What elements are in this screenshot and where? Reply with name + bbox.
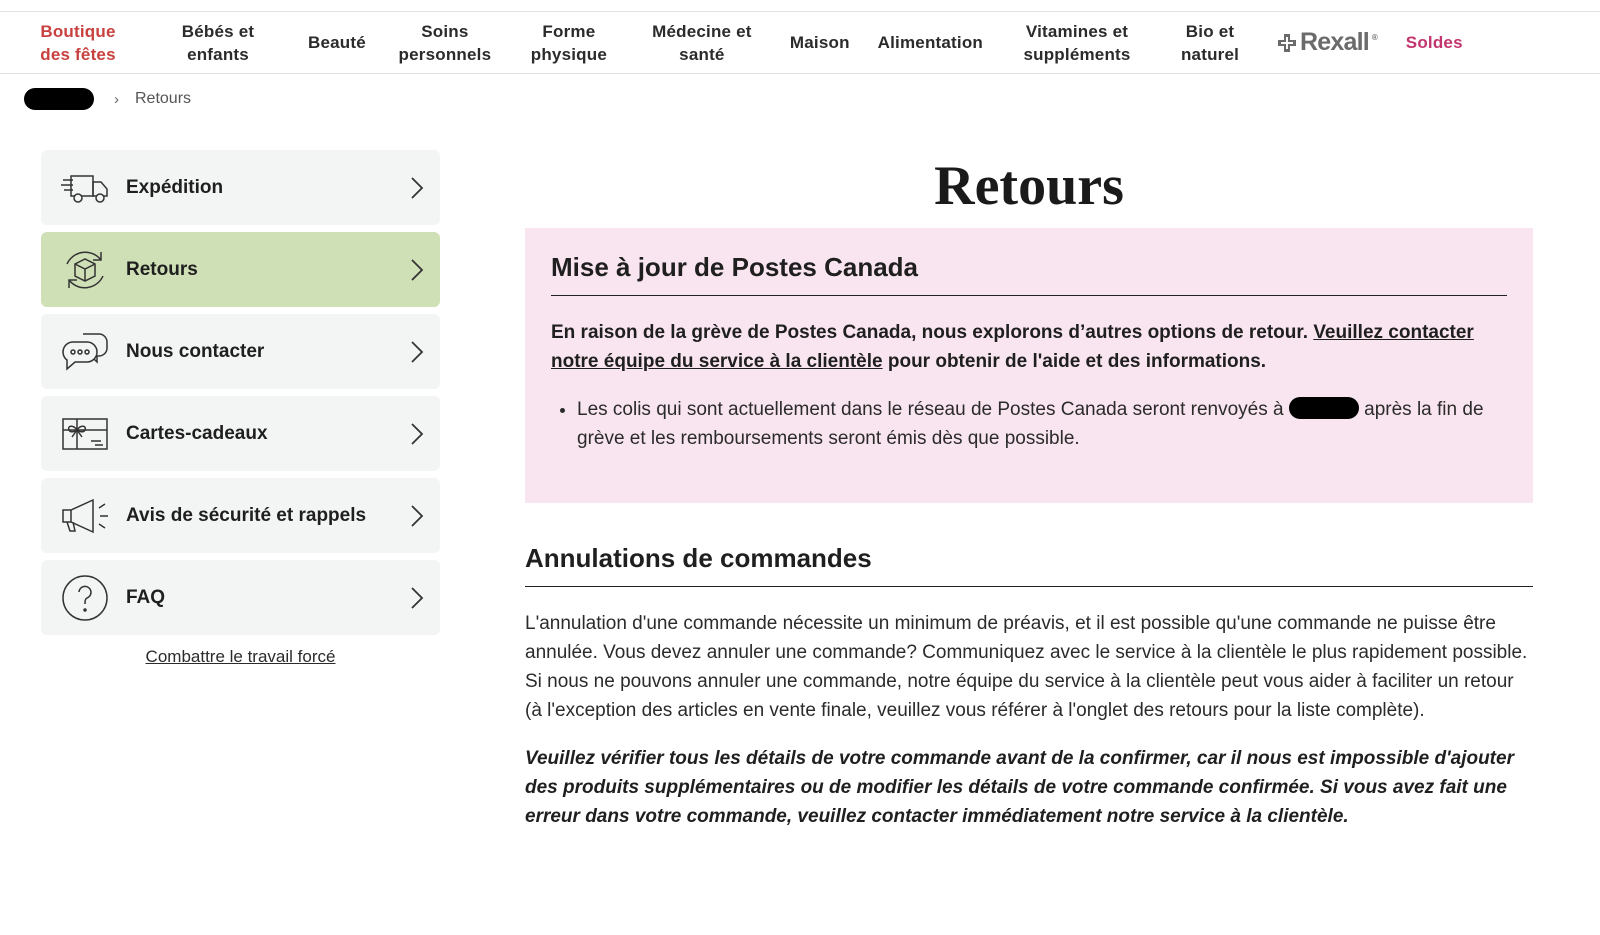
megaphone-icon <box>61 492 109 540</box>
gift-card-icon <box>61 410 109 458</box>
breadcrumb-home-redacted[interactable] <box>24 88 94 110</box>
notice-lead-text: En raison de la grève de Postes Canada, nous explorons d’autres options de retour. <box>551 322 1309 343</box>
cancellations-heading: Annulations de commandes <box>525 543 1533 587</box>
nav-maison[interactable]: Maison <box>789 33 850 52</box>
help-sidebar <box>41 150 440 667</box>
sidebar-item-label: Nous contacter <box>126 340 265 362</box>
chevron-right-icon <box>408 422 426 446</box>
nav-vitamines-et-supplements[interactable]: Vitamines et suppléments <box>1023 21 1131 64</box>
sidebar-item-label: Cartes-cadeaux <box>126 422 268 444</box>
chevron-right-icon <box>408 340 426 364</box>
rexall-trademark: ® <box>1371 33 1378 42</box>
canada-post-notice <box>525 228 1533 503</box>
nav-alimentation[interactable]: Alimentation <box>877 33 984 52</box>
breadcrumb <box>24 88 191 110</box>
nav-beaute[interactable]: Beauté <box>308 33 366 52</box>
bullet-text-before: Les colis qui sont actuellement dans le réseau de Postes Canada seront renvoyés à <box>577 399 1284 420</box>
forced-labour-link[interactable]: Combattre le travail forcé <box>145 647 336 666</box>
rexall-brand-text: Rexall <box>1300 28 1369 56</box>
sidebar-item-nous-contacter[interactable] <box>41 314 440 389</box>
cancellations-warning: Veuillez vérifier tous les détails de votre commande avant de la confirmer, car il nous est impossible d'ajouter des produits supplémentaires ou de modifier les détails de votre commande confirmée. Si vous avez fait une erreur dans votre commande, veuillez contacter immédiatement notre service à la clientèle. <box>525 748 1514 827</box>
sidebar-item-label: Avis de sécurité et rappels <box>126 504 367 526</box>
nav-medecine-et-sante[interactable]: Médecine et santé <box>652 21 752 64</box>
nav-forme-physique[interactable]: Forme physique <box>530 21 607 64</box>
returns-box-icon <box>61 246 109 294</box>
chat-bubbles-icon <box>61 328 109 376</box>
notice-lead <box>551 318 1507 376</box>
chevron-right-icon <box>408 504 426 528</box>
rexall-logo-icon <box>1277 33 1297 53</box>
sidebar-item-label: Retours <box>126 258 198 280</box>
chevron-right-icon <box>408 258 426 282</box>
nav-bio-et-naturel[interactable]: Bio et naturel <box>1180 21 1240 64</box>
contact-customer-service-link[interactable]: Veuillez contacter notre équipe du service à la clientèle <box>551 322 1474 372</box>
sidebar-item-avis-securite-rappels[interactable] <box>41 478 440 553</box>
breadcrumb-separator: › <box>114 90 119 108</box>
sidebar-item-retours[interactable] <box>41 232 440 307</box>
breadcrumb-current: Retours <box>135 90 192 107</box>
cancellations-paragraph: L'annulation d'une commande nécessite un minimum de préavis, et il est possible qu'une commande ne puisse être annulée. Vous devez annuler une commande? Communiquez avec le service à la clientèle le plus rapidement possible. Si nous ne pouvons annuler une commande, notre équipe du service à la clientèle peut vous aider à faciliter un retour (à l'exception des articles en vente finale, veuillez vous référer à l'onglet des retours pour la liste complète). <box>525 613 1528 721</box>
sidebar-item-cartes-cadeaux[interactable] <box>41 396 440 471</box>
sidebar-item-label: Expédition <box>126 176 224 198</box>
nav-boutique-des-fetes[interactable]: Boutique des fêtes <box>40 21 116 64</box>
nav-soins-personnels[interactable]: Soins personnels <box>398 21 492 64</box>
list-item <box>577 395 1507 453</box>
notice-heading: Mise à jour de Postes Canada <box>551 252 1507 296</box>
delivery-truck-icon <box>61 164 109 212</box>
main-content <box>525 150 1533 831</box>
redacted-text <box>1289 397 1359 419</box>
page-title: Retours <box>934 155 1124 217</box>
nav-soldes[interactable]: Soldes <box>1405 33 1463 52</box>
bullet-text-after: après la fin de grève et les remboursements seront émis dès que possible. <box>577 399 1484 449</box>
sidebar-item-expedition[interactable] <box>41 150 440 225</box>
sidebar-item-label: FAQ <box>126 586 166 608</box>
question-icon <box>61 574 109 622</box>
chevron-right-icon <box>408 176 426 200</box>
nav-bebes-et-enfants[interactable]: Bébés et enfants <box>181 21 255 64</box>
top-navigation <box>0 11 1600 74</box>
sidebar-item-faq[interactable] <box>41 560 440 635</box>
notice-lead-tail: pour obtenir de l'aide et des informations. <box>887 351 1267 372</box>
chevron-right-icon <box>408 586 426 610</box>
rexall-brand-link[interactable] <box>1263 28 1392 57</box>
notice-bullet-list <box>551 395 1507 453</box>
